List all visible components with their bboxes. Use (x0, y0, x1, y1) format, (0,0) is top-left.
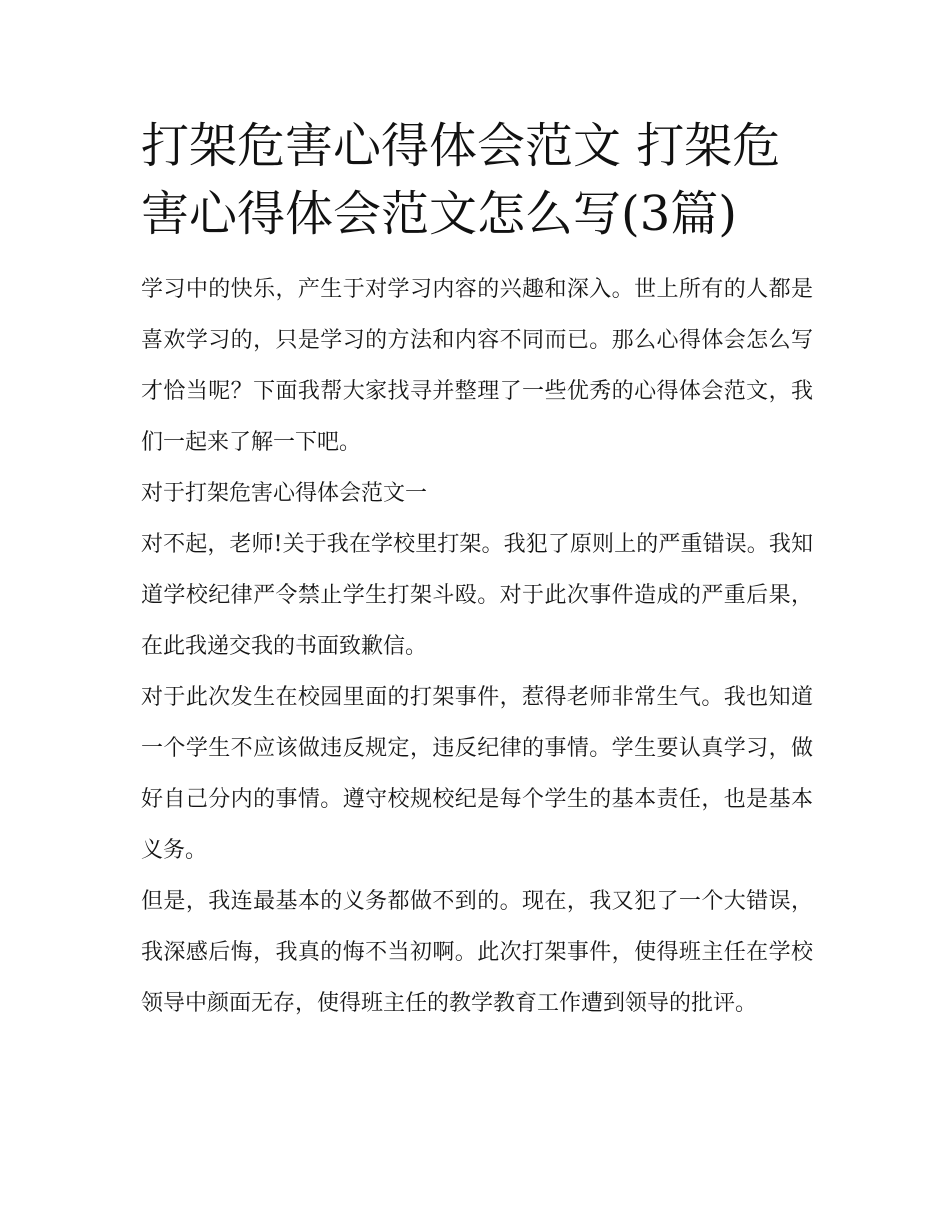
body-paragraph: 对于此次发生在校园里面的打架事件，惹得老师非常生气。我也知道一个学生不应该做违反规定，违反纪律的事情。学生要认真学习，做好自己分内的事情。遵守校规校纪是每个学生的基本责任，也是基本义务。 (141, 685, 813, 863)
section-heading: 对于打架危害心得体会范文一 (141, 481, 428, 506)
document-body (141, 264, 813, 1029)
document-page (141, 112, 813, 1029)
document-title: 打架危害心得体会范文 打架危害心得体会范文怎么写(3篇) (141, 118, 781, 242)
body-paragraph: 但是，我连最基本的义务都做不到的。现在，我又犯了一个大错误，我深感后悔，我真的悔不当初啊。此次打架事件，使得班主任在学校领导中颜面无存，使得班主任的教学教育工作遭到领导的批评。 (141, 889, 813, 1016)
intro-paragraph: 学习中的快乐，产生于对学习内容的兴趣和深入。世上所有的人都是喜欢学习的，只是学习的方法和内容不同而已。那么心得体会怎么写才恰当呢？下面我帮大家找寻并整理了一些优秀的心得体会范文，我们一起来了解一下吧。 (141, 277, 813, 455)
body-paragraph: 对不起，老师!关于我在学校里打架。我犯了原则上的严重错误。我知道学校纪律严令禁止学生打架斗殴。对于此次事件造成的严重后果，在此我递交我的书面致歉信。 (141, 532, 813, 659)
